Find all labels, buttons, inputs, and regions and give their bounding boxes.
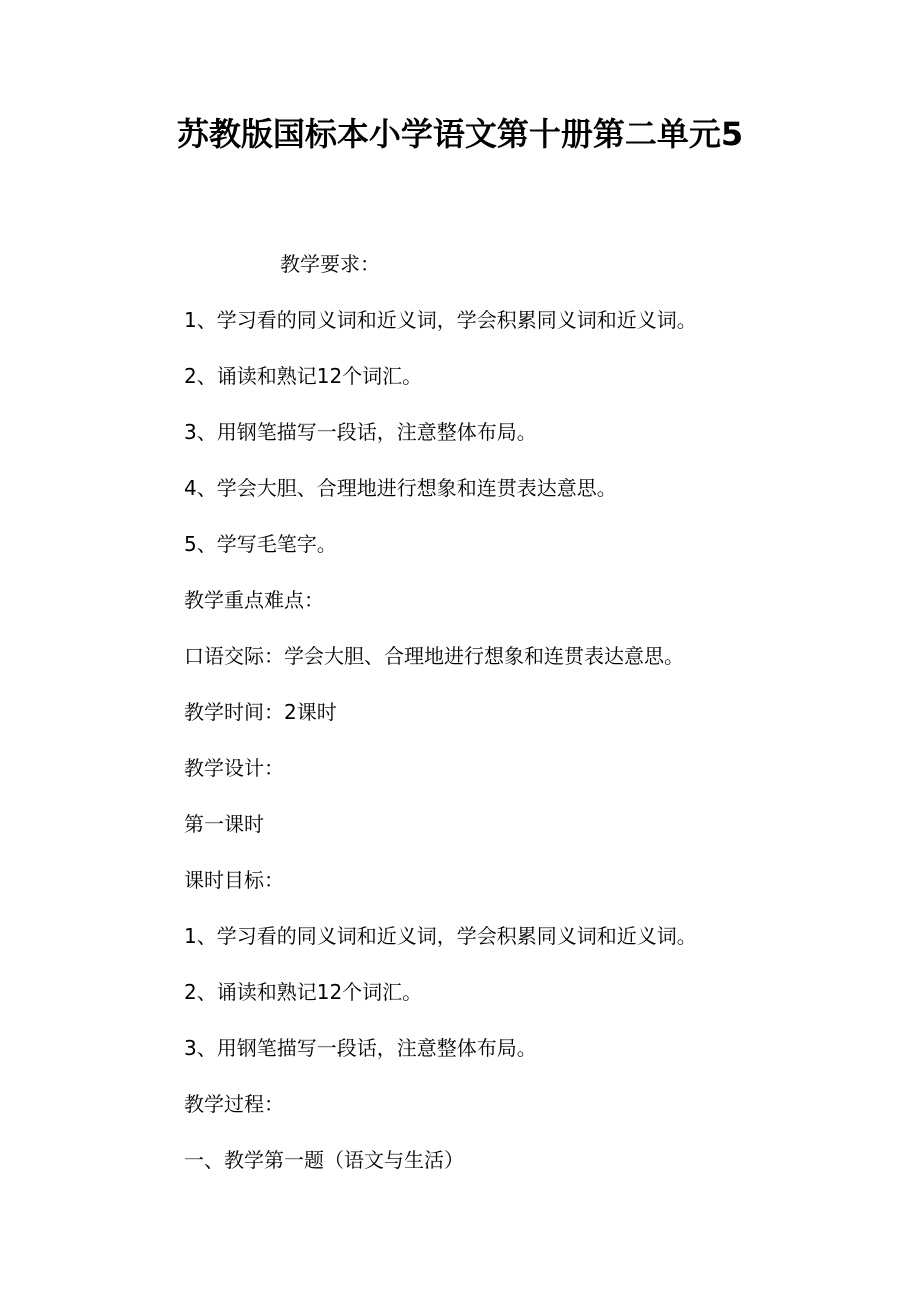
document-title: 苏教版国标本小学语文第十册第二单元5	[176, 115, 744, 153]
requirement-item-2: 2、诵读和熟记12个词汇。	[184, 364, 423, 388]
section-heading-lesson-goals: 课时目标：	[184, 868, 284, 892]
teaching-time: 教学时间：2课时	[184, 700, 337, 724]
requirement-item-1: 1、学习看的同义词和近义词，学会积累同义词和近义词。	[184, 308, 697, 332]
requirement-item-5: 5、学写毛笔字。	[184, 532, 337, 556]
lesson-heading-first: 第一课时	[184, 812, 264, 836]
section-heading-teaching-process: 教学过程：	[184, 1092, 284, 1116]
process-step-1: 一、教学第一题（语文与生活）	[184, 1148, 464, 1172]
requirement-item-3: 3、用钢笔描写一段话，注意整体布局。	[184, 420, 537, 444]
section-heading-teaching-design: 教学设计：	[184, 756, 284, 780]
requirement-item-4: 4、学会大胆、合理地进行想象和连贯表达意思。	[184, 476, 617, 500]
goal-item-1: 1、学习看的同义词和近义词，学会积累同义词和近义词。	[184, 924, 697, 948]
key-point-oral-communication: 口语交际：学会大胆、合理地进行想象和连贯表达意思。	[184, 644, 684, 668]
section-heading-key-points: 教学重点难点：	[184, 588, 324, 612]
goal-item-3: 3、用钢笔描写一段话，注意整体布局。	[184, 1036, 537, 1060]
section-heading-teaching-requirements: 教学要求：	[280, 252, 380, 276]
goal-item-2: 2、诵读和熟记12个词汇。	[184, 980, 423, 1004]
